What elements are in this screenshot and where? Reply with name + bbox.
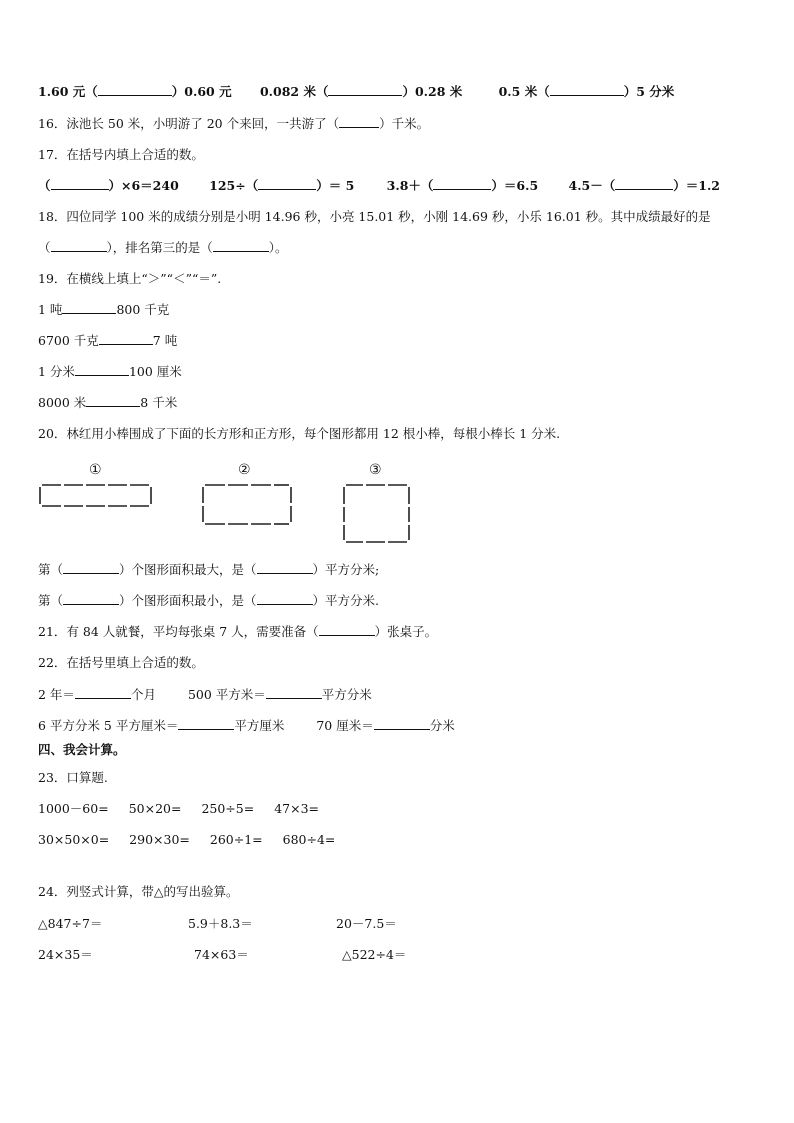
question-22-title: 22．在括号里填上合适的数。	[38, 655, 204, 670]
question-20-title: 20．林红用小棒围成了下面的长方形和正方形，每个图形都用 12 根小棒，每根小棒长 1 分米.	[38, 426, 561, 441]
question-17-title: 17．在括号内填上合适的数。	[38, 147, 204, 162]
answer-blank[interactable]	[86, 395, 140, 407]
question-21: 21．有 84 人就餐，平均每张桌 7 人，需要准备（ ）张桌子。	[38, 624, 438, 639]
answer-blank[interactable]	[63, 593, 119, 605]
vertical-calc-item: 74×63＝	[194, 947, 249, 962]
answer-blank[interactable]	[75, 687, 131, 699]
compare-row: 1 吨 800 千克	[38, 302, 170, 317]
vertical-calc-item: △522÷4＝	[342, 947, 407, 962]
answer-blank[interactable]	[319, 624, 375, 636]
answer-blank[interactable]	[178, 718, 234, 730]
question-20-answer-1: 第（ ）个图形面积最大，是（ ）平方分米;	[38, 562, 380, 577]
question-18-line1: 18．四位同学 100 米的成绩分别是小明 14.96 秒，小亮 15.01 秒，小刚 14.69 秒，小乐 16.01 秒。其中成绩最好的是	[38, 209, 711, 224]
vertical-calc-item: 24×35＝	[38, 947, 93, 962]
answer-blank[interactable]	[266, 687, 322, 699]
answer-blank[interactable]	[99, 333, 153, 345]
vertical-calc-item: 5.9＋8.3＝	[188, 916, 253, 931]
question-24-title: 24．列竖式计算，带△的写出验算。	[38, 884, 239, 899]
answer-blank[interactable]	[550, 84, 624, 96]
answer-blank[interactable]	[258, 178, 316, 190]
answer-blank[interactable]	[63, 562, 119, 574]
answer-blank[interactable]	[257, 593, 313, 605]
section-title: 四、我会计算。	[38, 742, 126, 757]
question-23-title: 23．口算题.	[38, 770, 108, 785]
answer-blank[interactable]	[51, 178, 109, 190]
answer-blank[interactable]	[328, 84, 402, 96]
figure-2-label: ②	[238, 462, 251, 478]
question-22-row-1: 2 年＝ 个月 500 平方米＝ 平方分米	[38, 687, 372, 702]
answer-blank[interactable]	[213, 240, 269, 252]
mental-math-row-2: 30×50×0= 290×30= 260÷1= 680÷4=	[38, 832, 336, 847]
question-20-answer-2: 第（ ）个图形面积最小，是（ ）平方分米.	[38, 593, 380, 608]
compare-row: 1 分米 100 厘米	[38, 364, 182, 379]
mental-math-row-1: 1000－60= 50×20= 250÷5= 47×3=	[38, 801, 319, 816]
figure-2-rectangle	[198, 480, 296, 530]
answer-blank[interactable]	[62, 302, 116, 314]
answer-blank[interactable]	[374, 718, 430, 730]
figure-3-label: ③	[369, 462, 382, 478]
answer-blank[interactable]	[98, 84, 172, 96]
answer-blank[interactable]	[75, 364, 129, 376]
figure-3-square	[339, 480, 415, 548]
question-19-title: 19．在横线上填上“＞”“＜”“＝”.	[38, 271, 222, 286]
answer-blank[interactable]	[433, 178, 491, 190]
question-22-row-2: 6 平方分米 5 平方厘米＝ 平方厘米 70 厘米＝ 分米	[38, 718, 455, 733]
answer-blank[interactable]	[339, 116, 379, 128]
figure-1-rectangle	[36, 480, 156, 512]
vertical-calc-item: 20－7.5＝	[336, 916, 397, 931]
compare-row: 8000 米 8 千米	[38, 395, 178, 410]
vertical-calc-item: △847÷7＝	[38, 916, 103, 931]
answer-blank[interactable]	[615, 178, 673, 190]
question-17-items: （ ）×6＝240 125÷（ ）＝ 5 3.8＋（ ）＝6.5 4.5－（ ）＝1.2	[38, 178, 720, 193]
question-16: 16．泳池长 50 米，小明游了 20 个来回，一共游了（ ）千米。	[38, 116, 430, 131]
answer-blank[interactable]	[257, 562, 313, 574]
figure-1-label: ①	[89, 462, 102, 478]
compare-row: 6700 千克 7 吨	[38, 333, 178, 348]
question-18-line2: （ ），排名第三的是（ ）。	[38, 240, 288, 255]
q15-line: 1.60 元（ ）0.60 元 0.082 米（ ）0.28 米 0.5 米（ ）5 分米	[38, 84, 675, 99]
answer-blank[interactable]	[51, 240, 107, 252]
